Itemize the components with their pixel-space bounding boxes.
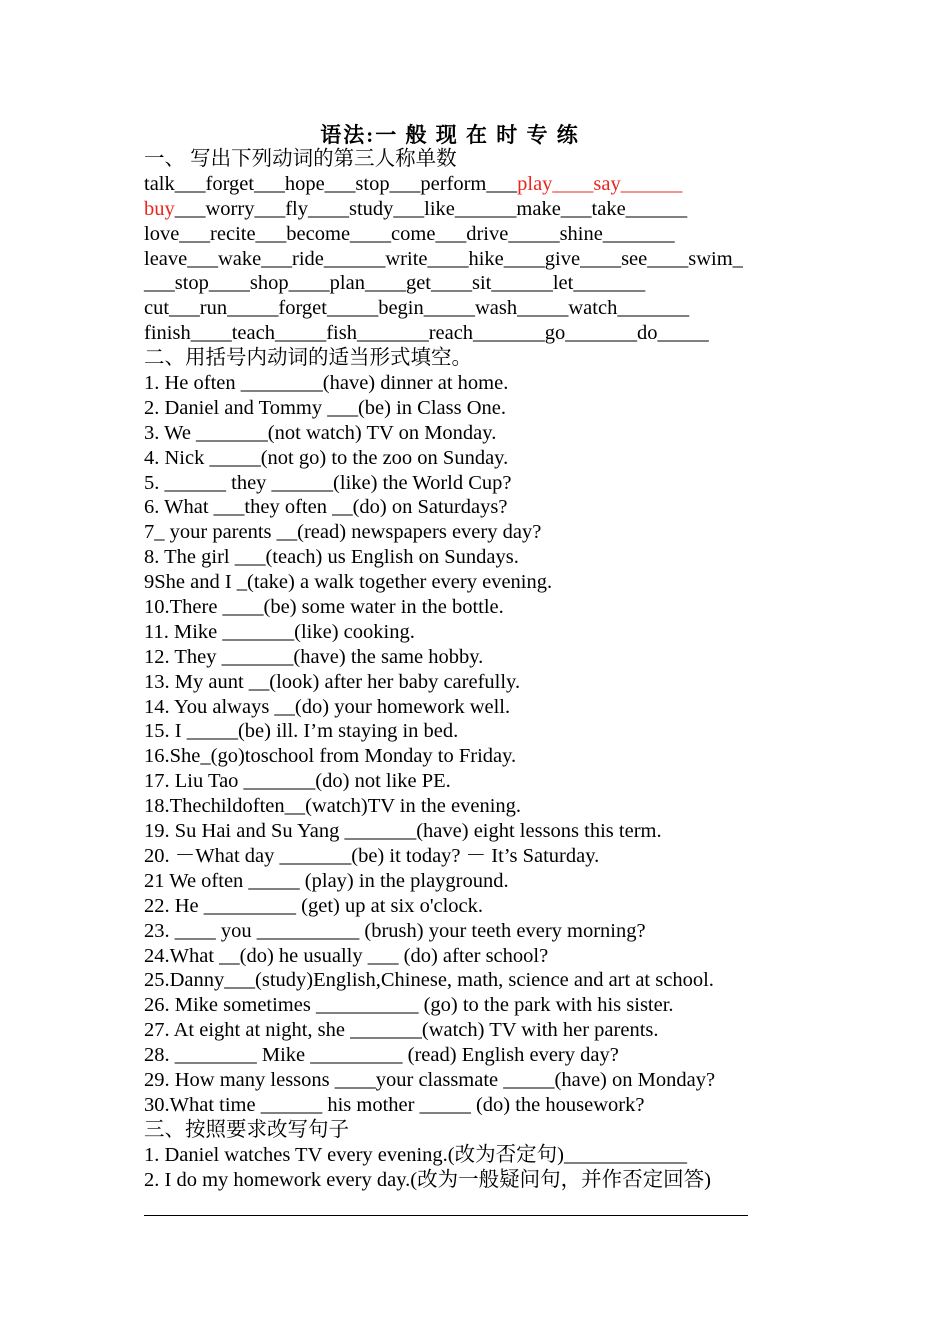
- verb-list: [144, 172, 864, 346]
- verb-segment: leave___wake___ride______write____hike____give____see____swim_: [144, 247, 743, 270]
- verb-segment: cut___run_____forget_____begin_____wash_____watch_______: [144, 297, 690, 320]
- exercise-item: 3. We _______(not watch) TV on Monday.: [144, 421, 497, 444]
- exercise-item: 24.What __(do) he usually ___ (do) after school?: [144, 944, 549, 967]
- exercise-item: 22. He _________ (get) up at six o'clock.: [144, 894, 484, 917]
- exercise-item: 7_ your parents __(read) newspapers every day?: [144, 521, 542, 544]
- exercise-item: 8. The girl ___(teach) us English on Sundays.: [144, 546, 519, 569]
- exercise-item: 6. What ___they often __(do) on Saturdays?: [144, 496, 508, 519]
- exercise-item: 11. Mike _______(like) cooking.: [144, 620, 415, 643]
- exercise-item: 5. ______ they ______(like) the World Cup?: [144, 471, 512, 494]
- exercise-item: 20. －What day _______(be) it today? － It’s Saturday.: [144, 844, 600, 867]
- exercise-item: 15. I _____(be) ill. I’m staying in bed.: [144, 720, 459, 743]
- verb-line: [144, 222, 864, 247]
- verb-segment: talk___forget___hope___stop___perform___: [144, 172, 518, 195]
- verb-line: [144, 271, 864, 296]
- rewrite-item: 1. Daniel watches TV every evening.(改为否定句)____________: [144, 1143, 687, 1166]
- rewrite-list: [144, 1143, 864, 1193]
- section-heading-one: 一、 写出下列动词的第三人称单数: [144, 148, 457, 170]
- exercise-item: 12. They _______(have) the same hobby.: [144, 645, 484, 668]
- section-heading-two: 二、用括号内动词的适当形式填空。: [144, 347, 472, 370]
- exercise-item: 1. He often ________(have) dinner at home.: [144, 372, 509, 395]
- verb-line: [144, 172, 864, 197]
- exercise-item: 27. At eight at night, she _______(watch) TV with her parents.: [144, 1019, 659, 1042]
- section-heading-three: 三、按照要求改写句子: [144, 1118, 349, 1141]
- exercise-item: 16.She_(go)toschool from Monday to Friday.: [144, 745, 517, 768]
- exercise-item: 23. ____ you __________ (brush) your teeth every morning?: [144, 919, 646, 942]
- rewrite-item: 2. I do my homework every day.(改为一般疑问句，并作否定回答): [144, 1168, 711, 1191]
- verb-segment: buy: [144, 197, 175, 220]
- worksheet-body: [144, 147, 864, 1192]
- exercise-item: 9She and I _(take) a walk together every evening.: [144, 571, 553, 594]
- verb-segment: love___recite___become____come___drive_____shine_______: [144, 222, 675, 245]
- exercise-item: 28. ________ Mike _________ (read) English every day?: [144, 1044, 619, 1067]
- verb-segment: ___worry___fly____study___like______make___take______: [174, 197, 688, 220]
- verb-line: [144, 321, 864, 346]
- verb-line: [144, 197, 864, 222]
- worksheet-title: 语法:一 般 现 在 时 专 练: [320, 123, 580, 147]
- answer-line: [144, 1215, 748, 1216]
- exercise-item: 10.There ____(be) some water in the bottle.: [144, 596, 504, 619]
- exercise-item: 26. Mike sometimes __________ (go) to the park with his sister.: [144, 994, 674, 1017]
- exercise-item: 13. My aunt __(look) after her baby carefully.: [144, 670, 521, 693]
- exercise-item: 2. Daniel and Tommy ___(be) in Class One.: [144, 396, 507, 419]
- exercise-item: 17. Liu Tao _______(do) not like PE.: [144, 770, 451, 793]
- exercise-item: 19. Su Hai and Su Yang _______(have) eight lessons this term.: [144, 820, 662, 843]
- exercise-item: 30.What time ______ his mother _____ (do) the housework?: [144, 1093, 645, 1116]
- verb-line: [144, 296, 864, 321]
- fill-in-list: [144, 371, 864, 1118]
- exercise-item: 14. You always __(do) your homework well.: [144, 695, 511, 718]
- verb-line: [144, 247, 864, 272]
- verb-segment: finish____teach_____fish_______reach_______go_______do_____: [144, 322, 709, 345]
- exercise-item: 4. Nick _____(not go) to the zoo on Sunday.: [144, 446, 509, 469]
- verb-segment: play____say______: [517, 172, 683, 195]
- exercise-item: 25.Danny___(study)English,Chinese, math, science and art at school.: [144, 969, 714, 992]
- exercise-item: 18.Thechildoften__(watch)TV in the evening.: [144, 795, 522, 818]
- exercise-item: 29. How many lessons ____your classmate _____(have) on Monday?: [144, 1068, 716, 1091]
- verb-segment: ___stop____shop____plan____get____sit______let_______: [144, 272, 646, 295]
- exercise-item: 21 We often _____ (play) in the playground.: [144, 869, 509, 892]
